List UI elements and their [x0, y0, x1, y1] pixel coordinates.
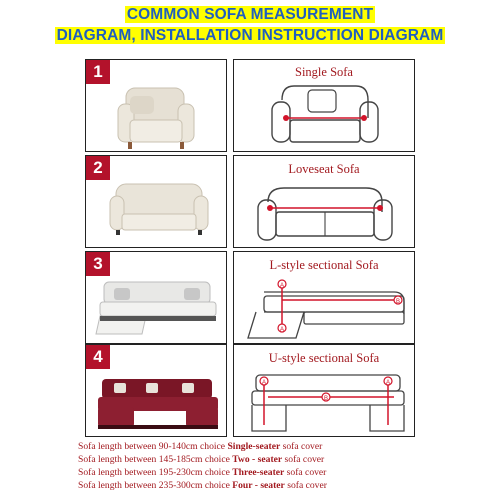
row-number-badge: 2: [86, 156, 110, 180]
footer-seater-type: Four - seater: [232, 480, 285, 491]
marker-a-label: A: [279, 327, 285, 333]
row-number-badge: 1: [86, 60, 110, 84]
u-style-sofa-photo-cell: [85, 344, 227, 437]
page-title-line-2: [0, 27, 500, 45]
diagram-label: L-style sectional Sofa: [269, 258, 379, 272]
marker-b-label: B: [323, 396, 329, 402]
row-u-style-sofa: [85, 344, 415, 437]
footer-prefix: Sofa length between 145-185cm choice: [78, 454, 233, 465]
footer-line-2: [78, 454, 438, 465]
u-style-sofa-line-diagram: [234, 345, 415, 437]
footer-seater-type: Single-seater: [227, 441, 281, 452]
u-style-sofa-diagram-cell: [233, 344, 415, 437]
footer-suffix: sofa cover: [284, 467, 327, 478]
footer-line-1: [78, 441, 438, 452]
footer-prefix: Sofa length between 235-300cm choice: [78, 480, 233, 491]
row-single-sofa: [85, 59, 415, 152]
diagram-label: Loveseat Sofa: [288, 162, 360, 176]
marker-b-label: B: [395, 299, 401, 305]
loveseat-sofa-line-diagram: [234, 156, 415, 248]
footer-prefix: Sofa length between 195-230cm choice: [78, 467, 233, 478]
footer-line-3: [78, 467, 438, 478]
row-l-style-sofa: [85, 251, 415, 344]
single-sofa-diagram-cell: [233, 59, 415, 152]
footer-prefix: Sofa length between 90-140cm choice: [78, 441, 228, 452]
row-number-badge: 4: [86, 345, 110, 369]
loveseat-sofa-photo-cell: [85, 155, 227, 248]
l-style-sofa-diagram-cell: [233, 251, 415, 344]
row-loveseat-sofa: [85, 155, 415, 248]
marker-a-label: A: [279, 283, 285, 289]
footer-suffix: sofa cover: [284, 480, 327, 491]
diagram-label: Single Sofa: [295, 65, 353, 79]
marker-a-label: A: [385, 380, 391, 386]
single-sofa-photo-cell: [85, 59, 227, 152]
footer-line-4: [78, 480, 438, 491]
diagram-label: U-style sectional Sofa: [268, 351, 380, 365]
title-line-1-text: COMMON SOFA MEASUREMENT: [126, 6, 374, 23]
footer-seater-type: Two - seater: [232, 454, 283, 465]
footer-seater-type: Three-seater: [232, 467, 285, 478]
footer-suffix: sofa cover: [282, 454, 325, 465]
l-style-sofa-photo-cell: [85, 251, 227, 344]
page-title-line-1: [0, 6, 500, 24]
l-style-sofa-line-diagram: [234, 252, 415, 344]
footer-suffix: sofa cover: [280, 441, 323, 452]
row-number-badge: 3: [86, 252, 110, 276]
marker-a-label: A: [261, 380, 267, 386]
loveseat-sofa-diagram-cell: [233, 155, 415, 248]
single-sofa-line-diagram: [234, 60, 415, 152]
title-line-2-text: DIAGRAM, INSTALLATION INSTRUCTION DIAGRAM: [56, 27, 444, 44]
